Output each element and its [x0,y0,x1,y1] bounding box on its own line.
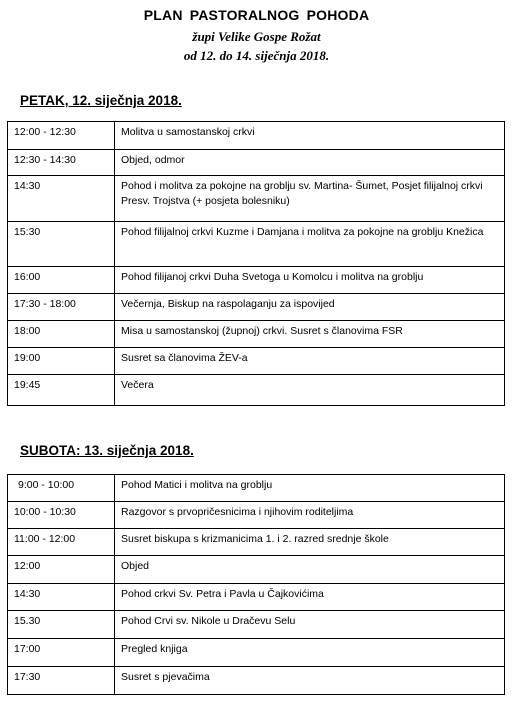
table-row [8,502,505,529]
activity-cell: Objed [115,556,505,584]
activity-cell: Susret sa članovima ŽEV-a [115,348,505,375]
table-row [8,375,505,406]
time-cell: 19:45 [8,375,115,406]
table-row [8,176,505,222]
activity-cell: Razgovor s prvopričesnicima i njihovim roditeljima [115,502,505,529]
activity-cell: Misa u samostanskoj (župnoj) crkvi. Susret s članovima FSR [115,321,505,348]
schedule-table-saturday [7,474,505,695]
activity-cell: Pohod Matici i molitva na groblju [115,475,505,502]
schedule-table-friday [7,121,505,406]
time-cell: 12:00 - 12:30 [8,122,115,150]
table-row [8,475,505,502]
time-cell: 12:00 [8,556,115,584]
time-cell: 15.30 [8,611,115,639]
time-cell: 12:30 - 14:30 [8,150,115,176]
table-row [8,122,505,150]
time-cell: 17:00 [8,639,115,667]
time-cell: 15:30 [8,222,115,267]
table-row [8,529,505,556]
time-cell: 10:00 - 10:30 [8,502,115,529]
time-cell: 11:00 - 12:00 [8,529,115,556]
table-row [8,348,505,375]
table-row [8,584,505,611]
table-row [8,294,505,321]
table-row [8,150,505,176]
time-cell: 17:30 - 18:00 [8,294,115,321]
table-row [8,639,505,667]
document-subtitle-parish: župi Velike Gospe Rožat [192,29,321,44]
activity-cell: Pohod filijalnoj crkvi Kuzme i Damjana i molitva za pokojne na groblju Knežica [115,222,505,267]
activity-cell: Večera [115,375,505,406]
time-cell: 16:00 [8,267,115,294]
time-cell: 14:30 [8,584,115,611]
time-cell: 9:00 - 10:00 [8,475,115,502]
time-cell: 18:00 [8,321,115,348]
time-cell: 14:30 [8,176,115,222]
activity-cell: Pohod filijanoj crkvi Duha Svetoga u Komolcu i molitva na groblju [115,267,505,294]
table-row [8,222,505,267]
document-subtitle-dates: od 12. do 14. siječnja 2018. [183,48,330,63]
table-row [8,611,505,639]
day-heading-saturday: SUBOTA: 13. siječnja 2018. [20,443,194,458]
activity-cell: Pohod Crvi sv. Nikole u Dračevu Selu [115,611,505,639]
activity-cell: Pohod crkvi Sv. Petra i Pavla u Čajkovićima [115,584,505,611]
activity-cell: Susret biskupa s krizmanicima 1. i 2. razred srednje škole [115,529,505,556]
table-row [8,556,505,584]
table-row [8,267,505,294]
document-title: PLAN PASTORALNOG POHODA [143,7,370,23]
time-cell: 17:30 [8,667,115,695]
activity-cell: Pregled knjiga [115,639,505,667]
table-row [8,667,505,695]
time-cell: 19:00 [8,348,115,375]
table-row [8,321,505,348]
activity-cell: Susret s pjevačima [115,667,505,695]
activity-cell: Pohod i molitva za pokojne na groblju sv. Martina- Šumet, Posjet filijalnoj crkvi Presv. Trojstva (+ posjeta bolesniku) [115,176,505,222]
activity-cell: Objed, odmor [115,150,505,176]
activity-cell: Večernja, Biskup na raspolaganju za ispovijed [115,294,505,321]
activity-cell: Molitva u samostanskoj crkvi [115,122,505,150]
day-heading-friday: PETAK, 12. siječnja 2018. [20,93,182,108]
